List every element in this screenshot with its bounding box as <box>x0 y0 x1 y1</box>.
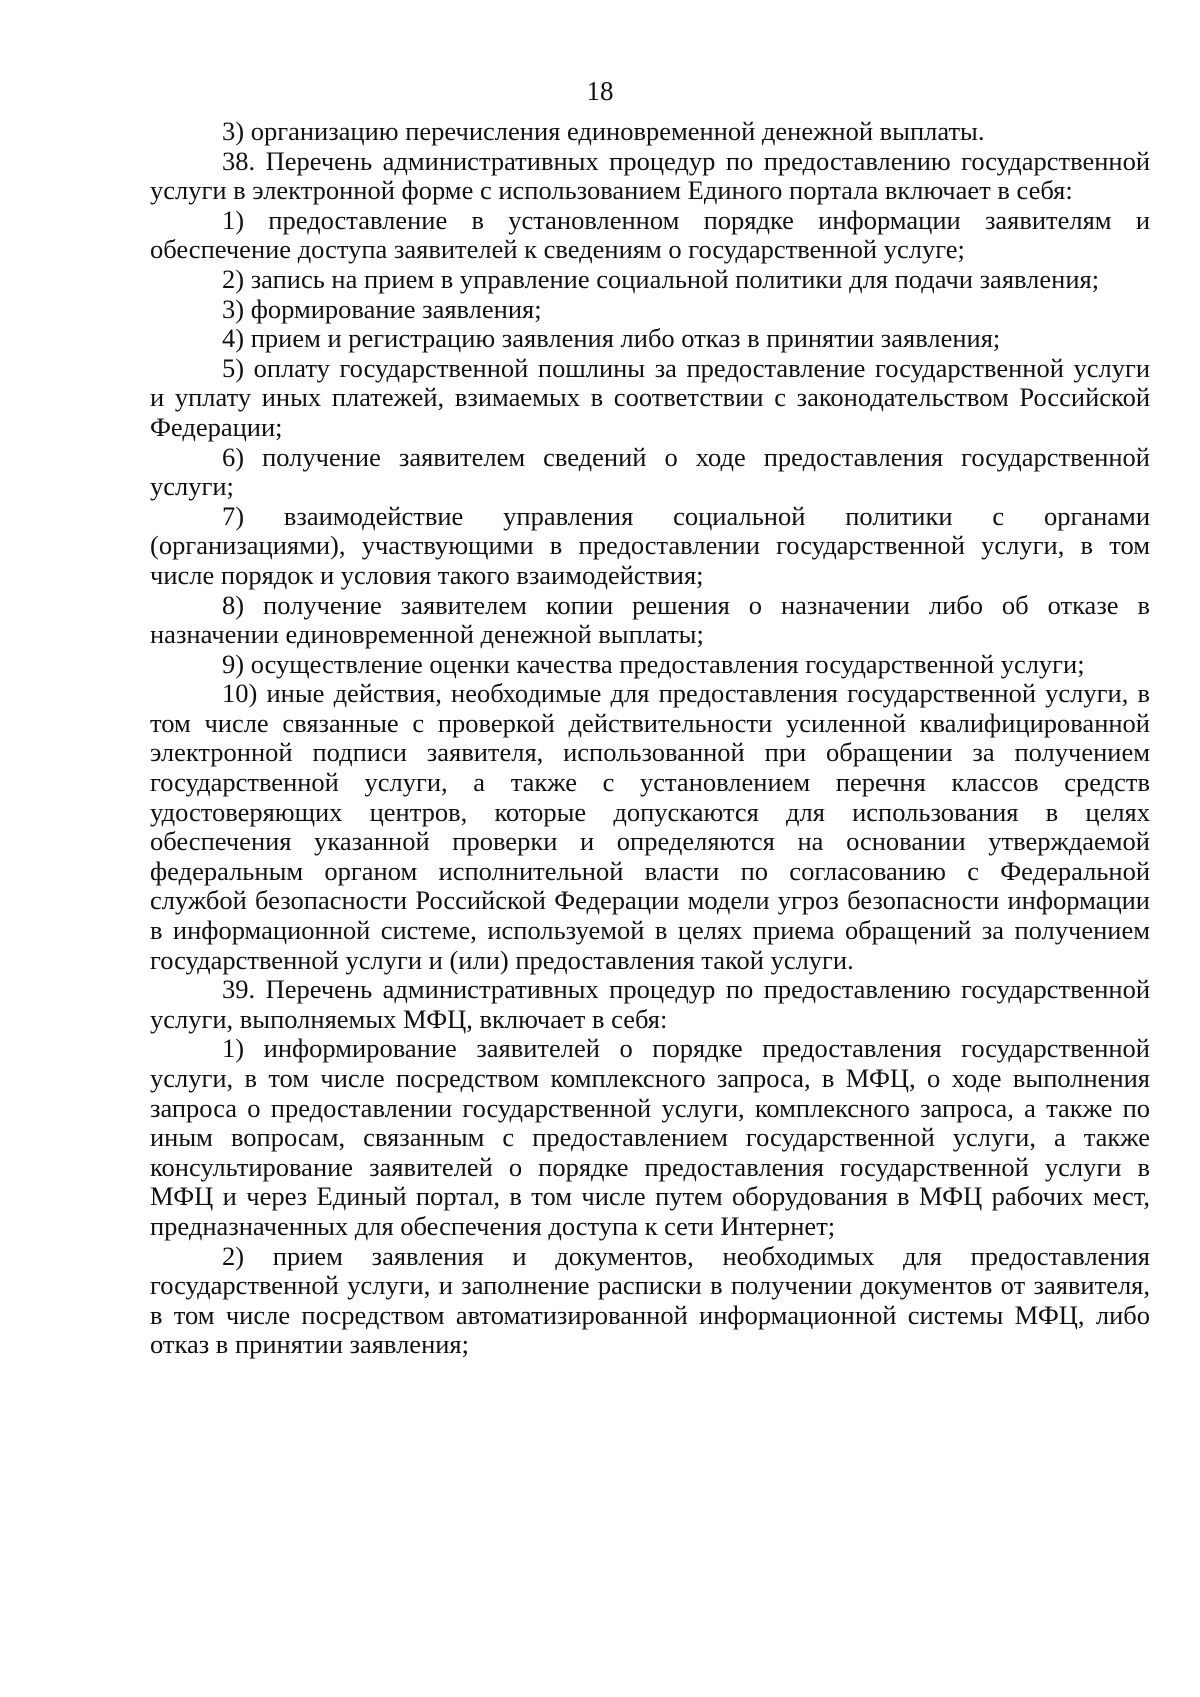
document-body <box>150 117 1150 1360</box>
paragraph: 7) взаимодействие управления социальной политики с органами (организациями), участвующими в предоставлении государственной услуги, в том числе порядок и условия такого взаимодействия; <box>150 500 1150 590</box>
paragraph: 6) получение заявителем сведений о ходе предоставления государственной услуги; <box>150 441 1150 502</box>
paragraph: 2) прием заявления и документов, необходимых для предоставления государственной услуги, и заполнение расписки в получении документов от заявителя, в том числе посредством автоматизированной информационной системы МФЦ, либо отказ в принятии заявления; <box>150 1240 1150 1360</box>
paragraph: 9) осуществление оценки качества предоставления государственной услуги; <box>222 648 1085 679</box>
paragraph: 8) получение заявителем копии решения о назначении либо об отказе в назначении единовременной денежной выплаты; <box>150 589 1150 650</box>
paragraph: 38. Перечень административных процедур по предоставлению государственной услуги в электронной форме с использованием Единого портала включает в себя: <box>150 145 1150 206</box>
paragraph: 5) оплату государственной пошлины за предоставление государственной услуги и уплату иных платежей, взимаемых в соответствии с законодательством Российской Федерации; <box>150 352 1150 442</box>
paragraph: 3) формирование заявления; <box>222 293 542 324</box>
paragraph: 4) прием и регистрацию заявления либо отказ в принятии заявления; <box>222 323 1001 354</box>
paragraph: 39. Перечень административных процедур по предоставлению государственной услуги, выполняемых МФЦ, включает в себя: <box>150 974 1150 1034</box>
paragraph: 3) организацию перечисления единовременной денежной выплаты. <box>222 116 985 146</box>
paragraph: 2) запись на прием в управление социальной политики для подачи заявления; <box>222 263 1100 294</box>
paragraph: 10) иные действия, необходимые для предоставления государственной услуги, в том числе связанные с проверкой действительности усиленной квалифицированной электронной подписи заявителя, использованной при обращении за получением государственной услуги, а также с установлением перечня классов средств удостоверяющих центров, которые допускаются для использования в целях обеспечения указанной проверки и определяются на основании утверждаемой федеральным органом исполнительной власти по согласованию с Федеральной службой безопасности Российской Федерации модели угроз безопасности информации в информационной системе, используемой в целях приема обращений за получением государственной услуги и (или) предоставления такой услуги. <box>150 678 1150 975</box>
page-number: 18 <box>586 76 614 106</box>
paragraph: 1) предоставление в установленном порядке информации заявителям и обеспечение доступа заявителей к сведениям о государственной услуге; <box>150 204 1150 265</box>
paragraph: 1) информирование заявителей о порядке предоставления государственной услуги, в том числе посредством комплексного запроса, в МФЦ, о ходе выполнения запроса о предоставлении государственной услуги, комплексного запроса, а также по иным вопросам, связанным с предоставлением государственной услуги, а также консультирование заявителей о порядке предоставления государственной услуги в МФЦ и через Единый портал, в том числе путем оборудования в МФЦ рабочих мест, предназначенных для обеспечения доступа к сети Интернет; <box>150 1033 1150 1241</box>
